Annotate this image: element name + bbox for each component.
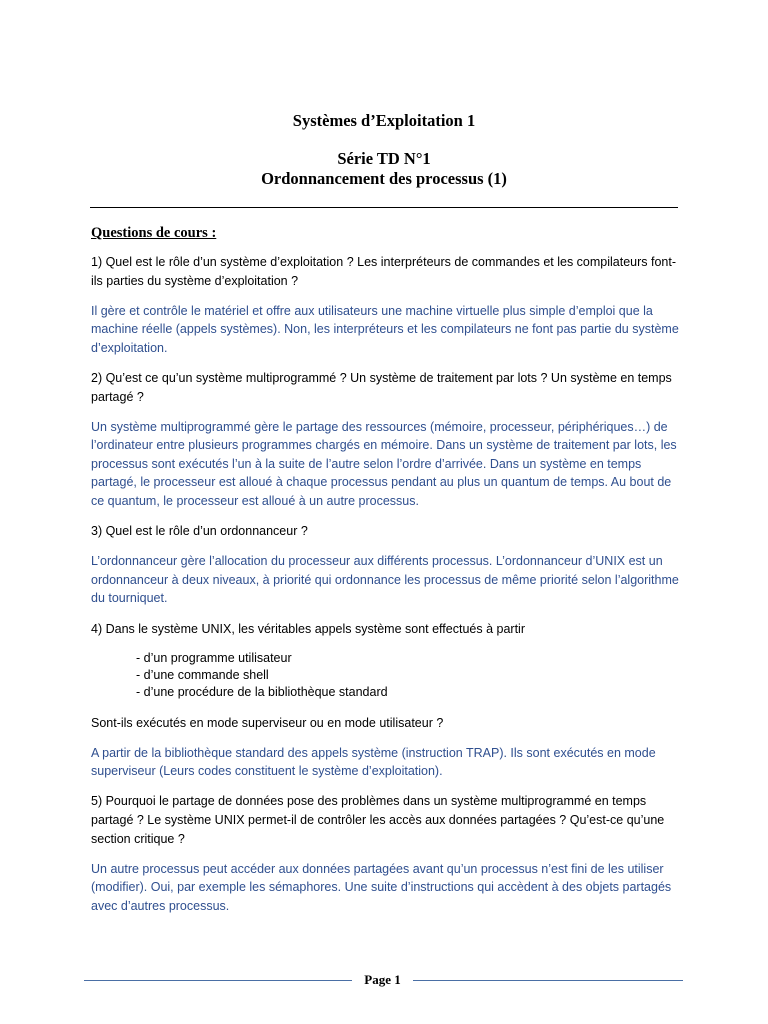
answer-4: A partir de la bibliothèque standard des appels système (instruction TRAP). Ils sont exécutés en mode superviseur (Leurs codes constituent le système d’exploitation). <box>91 745 656 779</box>
series-subtitle: Ordonnancement des processus (1) <box>261 169 507 188</box>
question-1: 1) Quel est le rôle d’un système d’exploitation ? Les interpréteurs de commandes et les compilateurs font-ils parties du système d’exploitation ? <box>91 255 677 288</box>
questions-content <box>91 253 687 927</box>
question-4-followup: Sont-ils exécutés en mode superviseur ou en mode utilisateur ? <box>91 715 444 730</box>
footer-rule-right <box>413 980 683 981</box>
question-4: 4) Dans le système UNIX, les véritables appels système sont effectués à partir <box>91 621 525 636</box>
header-divider <box>90 207 678 208</box>
question-5: 5) Pourquoi le partage de données pose des problèmes dans un système multiprogrammé en temps partagé ? Le système UNIX permet-il de contrôler les accès aux données partagées ? Qu’est-ce qu’une section critique ? <box>91 794 665 846</box>
answer-1: Il gère et contrôle le matériel et offre aux utilisateurs une machine virtuelle plus simple d’emploi que la machine réelle (appels systèmes). Non, les interpréteurs et les compilateurs ne font pas partie du système d’exploitation. <box>91 303 679 355</box>
list-item: - d’un programme utilisateur <box>136 650 292 665</box>
question-2: 2) Qu’est ce qu’un système multiprogrammé ? Un système de traitement par lots ? Un système en temps partagé ? <box>91 370 672 404</box>
page-number: Page 1 <box>364 972 401 987</box>
document-title: Systèmes d’Exploitation 1 <box>292 111 476 130</box>
list-item: - d’une procédure de la bibliothèque standard <box>136 684 388 699</box>
answer-3: L’ordonnanceur gère l’allocation du processeur aux différents processus. L’ordonnanceur d’UNIX est un ordonnanceur à deux niveaux, à priorité qui ordonnance les processus de même priorité selon l’algorithme du tourniquet. <box>91 554 679 606</box>
footer-rule-left <box>84 980 352 981</box>
question-4-options <box>136 650 687 701</box>
list-item: - d’une commande shell <box>136 667 269 682</box>
answer-5: Un autre processus peut accéder aux données partagées avant qu’un processus n’est fini de les utiliser (modifier). Oui, par exemple les sémaphores. Une suite d’instructions qui accèdent à des objets partagés avec d’autres processus. <box>91 861 672 913</box>
answer-2: Un système multiprogrammé gère le partage des ressources (mémoire, processeur, périphériques…) de l’ordinateur entre plusieurs programmes chargés en mémoire. Dans un système de traitement par lots, les processus sont exécutés l’un à la suite de l’autre selon l’ordre d’arrivée. Dans un système en temps partagé, le processeur est alloué à chaque processus pendant au plus un quantum de temps. Au bout de ce quantum, le processeur est alloué à un autre processus. <box>91 419 677 509</box>
series-title: Série TD N°1 <box>337 149 431 168</box>
question-3: 3) Quel est le rôle d’un ordonnanceur ? <box>91 524 308 539</box>
section-heading: Questions de cours : <box>91 225 217 241</box>
